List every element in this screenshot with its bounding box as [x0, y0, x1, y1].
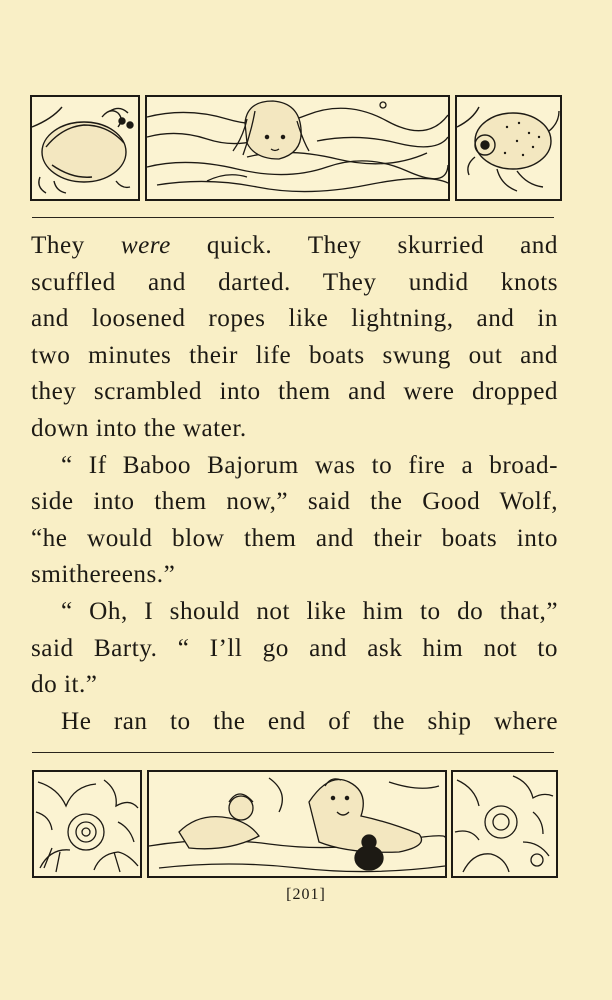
page-number: [201]	[286, 886, 326, 903]
text-line-4: two minutes their life boats swung out and	[31, 341, 558, 369]
text-line-8: side into them now,” said the Good Wolf,	[31, 488, 558, 516]
swimmer-drawing	[147, 97, 448, 199]
text-line-7: “ If Baboo Bajorum was to fire a broad-	[61, 451, 558, 479]
page-text	[31, 228, 558, 740]
text-line-10: smithereens.”	[31, 561, 176, 589]
text-line-12: said Barty. “ I’ll go and ask him not to	[31, 634, 558, 662]
bottom-illustration-shells-right	[451, 770, 558, 878]
text-line-9: “he would blow them and their boats into	[31, 524, 558, 552]
text-line-1: They were quick. They skurried and	[31, 232, 558, 259]
bottom-rule	[32, 752, 554, 753]
text-line-6: down into the water.	[31, 414, 247, 442]
text-line-3: and loosened ropes like lightning, and in	[31, 305, 558, 333]
fish-drawing	[457, 97, 560, 199]
crab-drawing	[32, 97, 138, 199]
top-illustration-fish	[455, 95, 562, 201]
bottom-illustration-shells-left	[32, 770, 142, 878]
text-line-5: they scrambled into them and were dropped	[31, 378, 558, 406]
bottom-illustration-reading	[147, 770, 447, 878]
shells-right-drawing	[453, 772, 556, 876]
top-illustration-swimmer	[145, 95, 450, 201]
text-line-14: He ran to the end of the ship where	[61, 707, 558, 735]
top-rule	[32, 217, 554, 218]
text-line-2: scuffled and darted. They undid knots	[31, 268, 558, 296]
top-illustration-crab	[30, 95, 140, 201]
reading-scene-drawing	[149, 772, 445, 876]
shells-left-drawing	[34, 772, 140, 876]
text-line-13: do it.”	[31, 671, 98, 699]
text-line-11: “ Oh, I should not like him to do that,”	[61, 597, 558, 625]
